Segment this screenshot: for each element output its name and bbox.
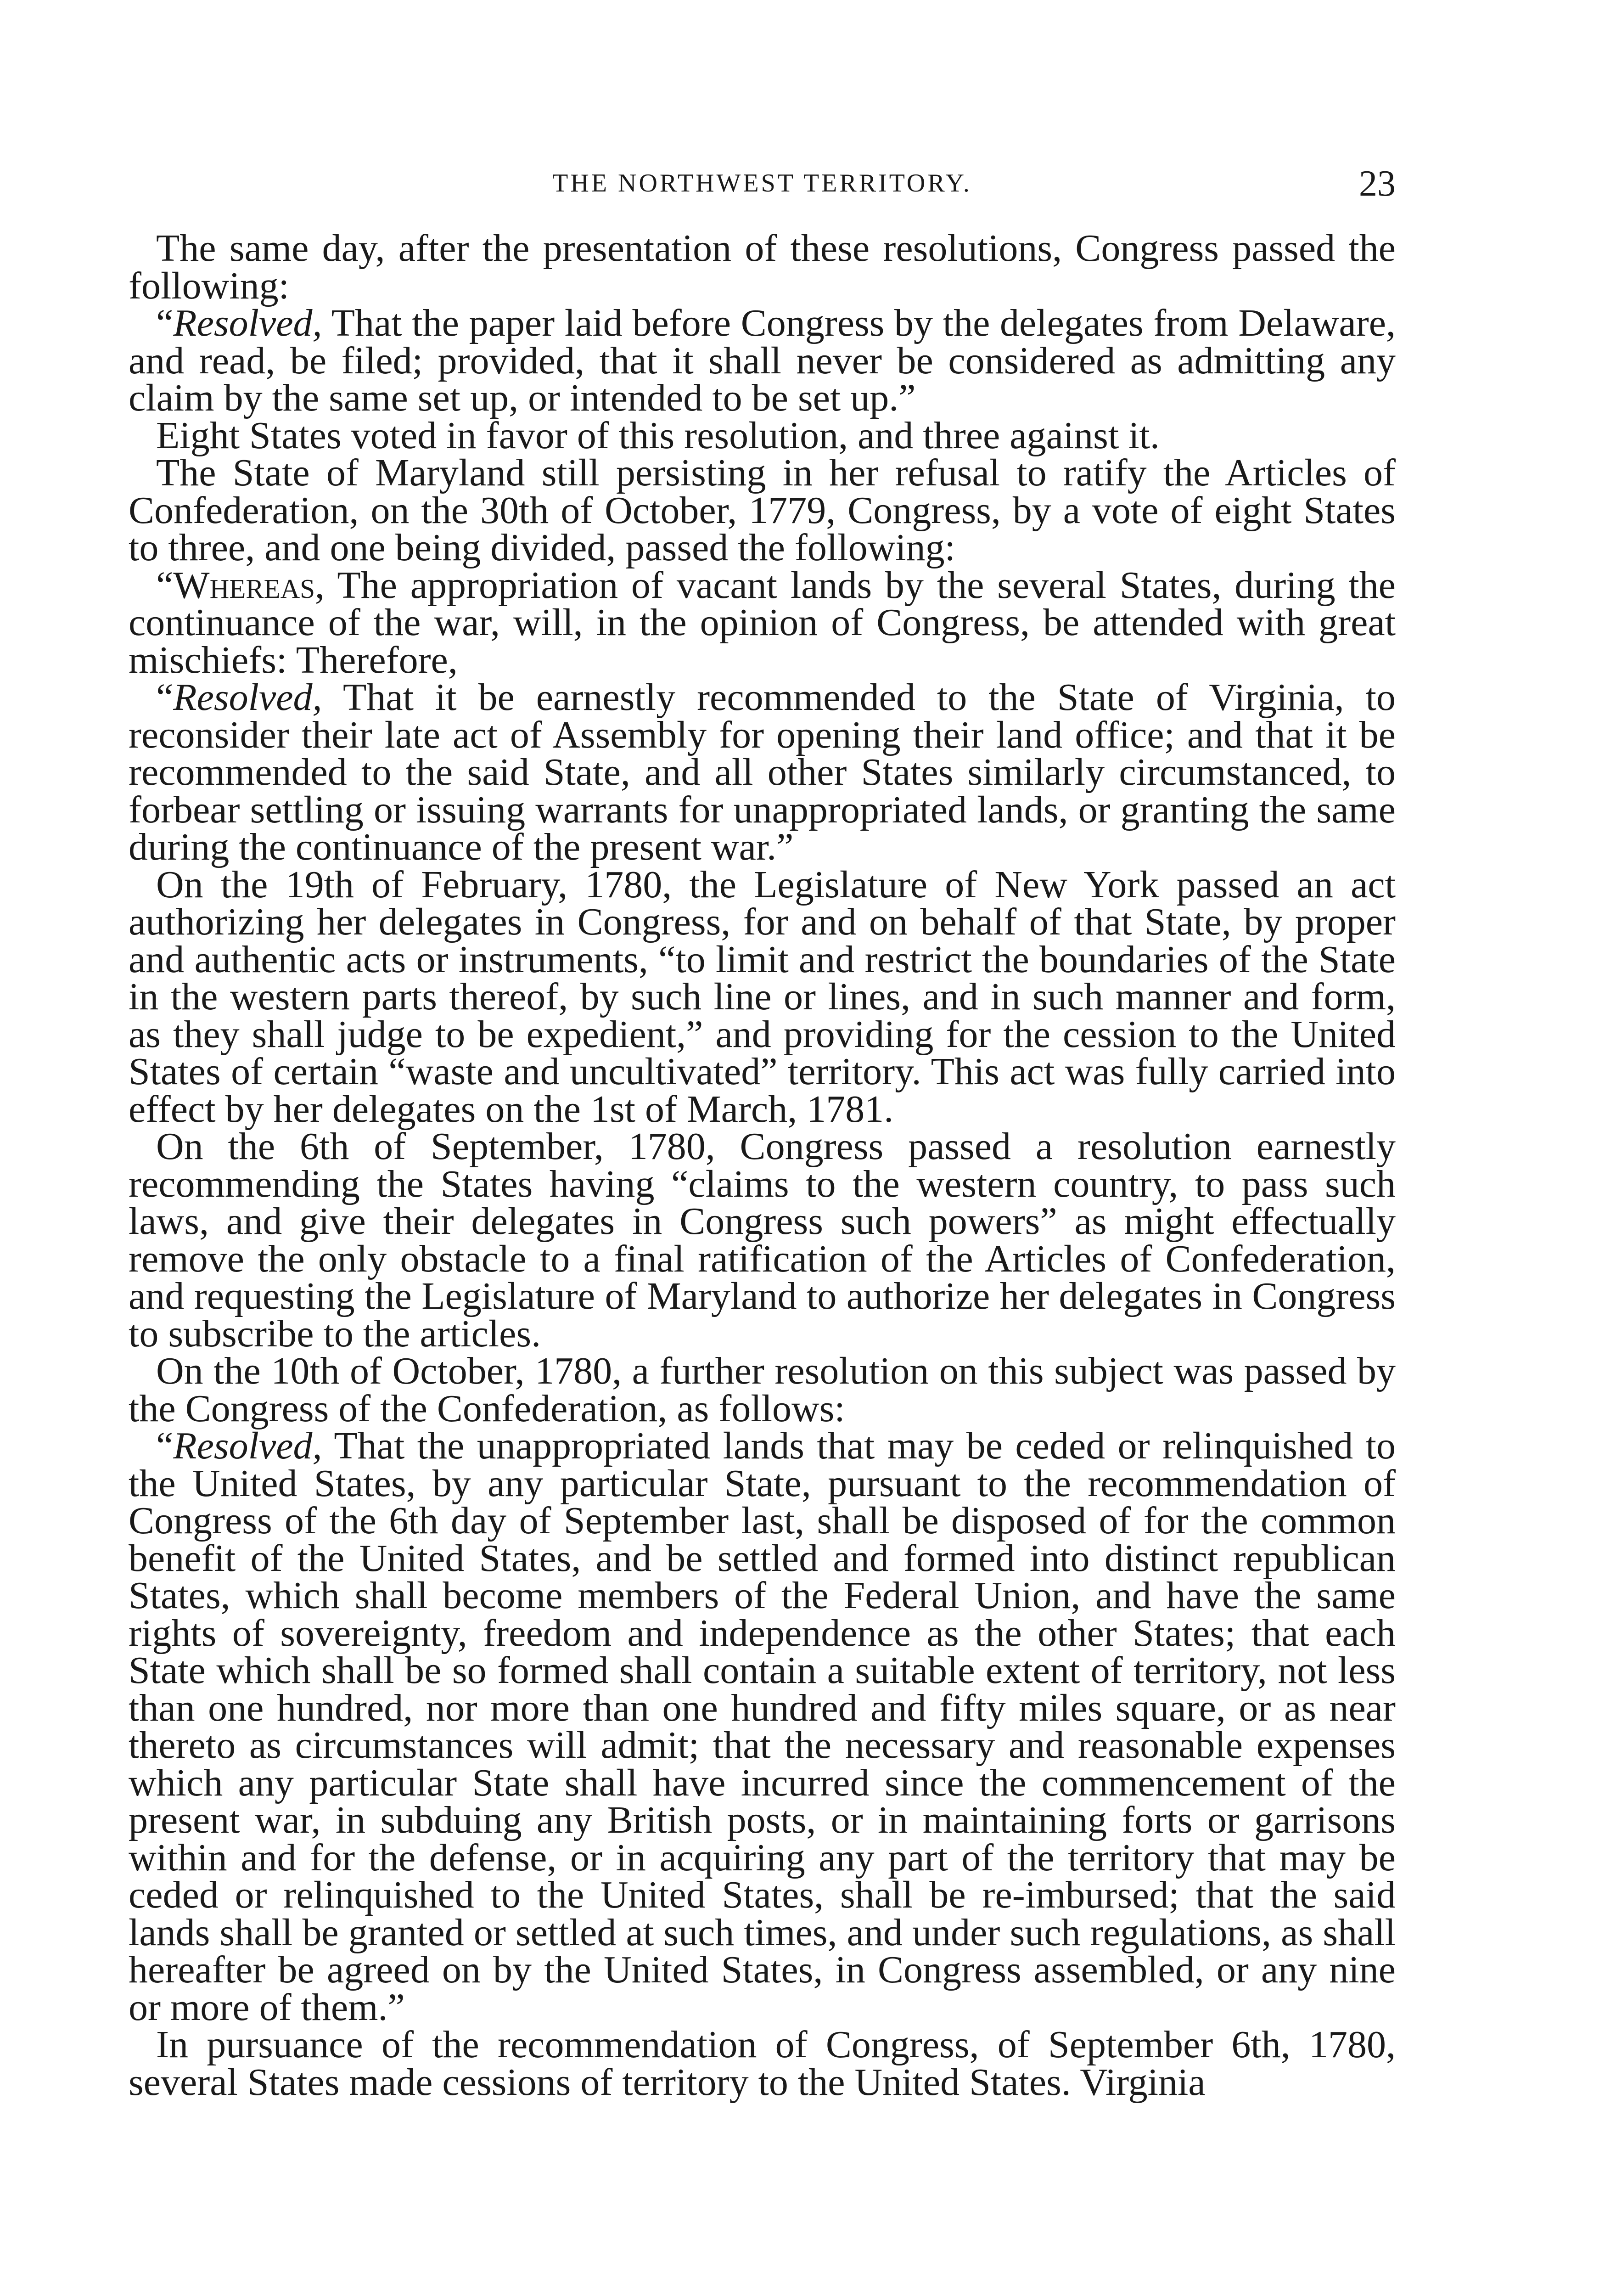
paragraph: Eight States voted in favor of this resolution, and three against it. [156,414,1160,457]
paragraph: On the 10th of October, 1780, a further resolution on this subject was passed by the Congress of the Confederation, as follows: [129,1350,1396,1430]
paragraph: The same day, after the presentation of these resolutions, Congress passed the following: [129,227,1396,307]
paragraph: In pursuance of the recommendation of Congress, of September 6th, 1780, several States made cessions of territory to the United States. Virginia [129,2023,1396,2104]
resolved-label: Resolved, [173,676,322,719]
body-text [129,227,1396,2104]
page-number: 23 [1359,163,1396,204]
resolved-label: Resolved, [173,1424,322,1467]
resolution-quote: “Resolved, That it be earnestly recommended to the State of Virginia, to reconsider their late act of Assembly for opening their land office; and that it be recommended to the said State, and all other States similarly circumstanced, to forbear settling or issuing warrants for unappropriated lands, or granting the same during the continuance of the present war.” [129,676,1396,868]
paragraph: On the 6th of September, 1780, Congress passed a resolution earnestly recommending the States having “claims to the western country, to pass such laws, and give their delegates in Congress such powers” as might effectually remove the only obstacle to a final ratification of the Articles of Confederation, and requesting the Legislature of Maryland to authorize her delegates in Congress to subscribe to the articles. [129,1125,1396,1355]
paragraph: On the 19th of February, 1780, the Legislature of New York passed an act authorizing her delegates in Congress, for and on behalf of that State, by proper and authentic acts or instruments, “to limit and restrict the boundaries of the State in the western parts thereof, by such line or lines, and in such manner and form, as they shall judge to be expedient,” and providing for the cession to the United States of certain “waste and uncultivated” territory. This act was fully carried into effect by her delegates on the 1st of March, 1781. [129,863,1396,1131]
running-head [129,163,1396,209]
whereas-quote: “Whereas, The appropriation of vacant lands by the several States, during the continuance of the war, will, in the opinion of Congress, be attended with great mischiefs: Therefore, [129,563,1396,681]
resolution-quote: “Resolved, That the paper laid before Congress by the delegates from Delaware, and read, be filed; provided, that it shall never be considered as admitting any claim by the same set up, or intended to be set up.” [129,302,1396,419]
resolution-quote: “Resolved, That the unappropriated lands that may be ceded or relinquished to the United States, by any particular State, pursuant to the recommendation of Congress of the 6th day of September last, shall be disposed of for the common benefit of the United States, and be settled and formed into distinct republican States, which shall become members of the Federal Union, and have the same rights of sovereignty, freedom and independence as the other States; that each State which shall be so formed shall contain a suitable extent of territory, not less than one hundred, nor more than one hundred and fifty miles square, or as near thereto as circumstances will admit; that the necessary and reasonable expenses which any particular State shall have incurred since the commencement of the present war, in subduing any British posts, or in maintaining forts or garrisons within and for the defense, or in acquiring any part of the territory that may be ceded or relinquished to the United States, shall be re-imbursed; that the said lands shall be granted or settled at such times, and under such regulations, as shall hereafter be agreed on by the United States, in Congress assembled, or any nine or more of them.” [129,1424,1396,2029]
paragraph: The State of Maryland still persisting in her refusal to ratify the Articles of Confederation, on the 30th of October, 1779, Congress, by a vote of eight States to three, and one being divided, passed the following: [129,451,1396,569]
whereas-label: Whereas, [173,563,325,607]
resolved-label: Resolved, [173,302,322,344]
running-title: THE NORTHWEST TERRITORY. [552,169,972,197]
